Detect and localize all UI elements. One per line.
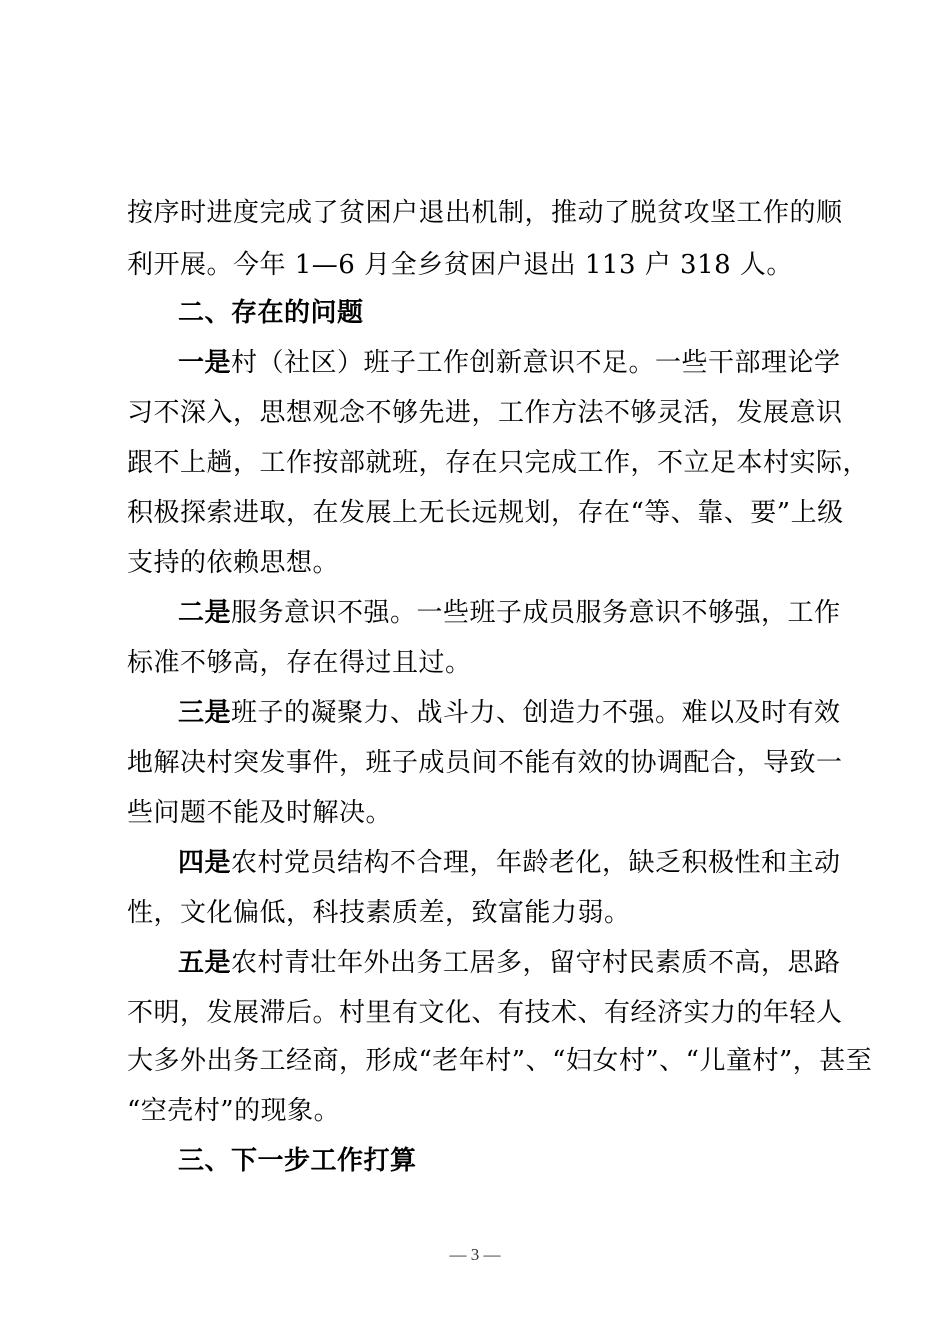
problem-1-text: 村（社区）班子工作创新意识不足。一些干部理论学	[231, 348, 841, 378]
problem-4-line-1	[178, 848, 841, 878]
problem-1-line-1	[178, 348, 841, 378]
problem-5-line-3: 大多外出务工经商，形成“老年村”、“妇女村”、“儿童村”，甚至	[127, 1046, 873, 1076]
problem-2-line-1	[178, 598, 841, 628]
intro-line-2: 利开展。今年 1—6 月全乡贫困户退出 113 户 318 人。	[127, 250, 793, 280]
page-number: — 3 —	[449, 1245, 501, 1264]
problem-3-line-2: 地解决村突发事件，班子成员间不能有效的协调配合，导致一	[127, 748, 843, 778]
problem-4-lead: 四是	[178, 848, 232, 878]
problem-1-lead: 一是	[178, 348, 232, 378]
problem-5-line-2: 不明，发展滞后。村里有文化、有技术、有经济实力的年轻人	[127, 998, 843, 1028]
problem-1-line-4: 积极探索进取，在发展上无长远规划，存在“等、靠、要”上级	[127, 498, 844, 528]
problem-4-line-2: 性，文化偏低，科技素质差，致富能力弱。	[127, 898, 631, 928]
problem-1-line-2: 习不深入，思想观念不够先进，工作方法不够灵活，发展意识	[127, 398, 843, 428]
problem-1-line-5: 支持的依赖思想。	[127, 548, 340, 578]
problem-3-line-3: 些问题不能及时解决。	[127, 798, 393, 828]
problem-5-lead: 五是	[178, 948, 232, 978]
section-heading-next-steps: 三、下一步工作打算	[178, 1146, 417, 1176]
problem-5-line-4: “空壳村”的现象。	[127, 1096, 341, 1126]
problem-5-text: 农村青壮年外出务工居多，留守村民素质不高，思路	[231, 948, 841, 978]
problem-3-line-1	[178, 698, 841, 728]
problem-2-line-2: 标准不够高，存在得过且过。	[127, 648, 472, 678]
problem-2-text: 服务意识不强。一些班子成员服务意识不够强，工作	[231, 598, 841, 628]
problem-3-text: 班子的凝聚力、战斗力、创造力不强。难以及时有效	[231, 698, 841, 728]
problem-5-line-1	[178, 948, 841, 978]
problem-4-text: 农村党员结构不合理，年龄老化，缺乏积极性和主动	[231, 848, 841, 878]
intro-line-1: 按序时进度完成了贫困户退出机制，推动了脱贫攻坚工作的顺	[127, 198, 843, 228]
problem-3-lead: 三是	[178, 698, 232, 728]
section-heading-problems: 二、存在的问题	[178, 298, 364, 328]
problem-1-line-3: 跟不上趟，工作按部就班，存在只完成工作，不立足本村实际，	[127, 448, 870, 478]
problem-2-lead: 二是	[178, 598, 232, 628]
